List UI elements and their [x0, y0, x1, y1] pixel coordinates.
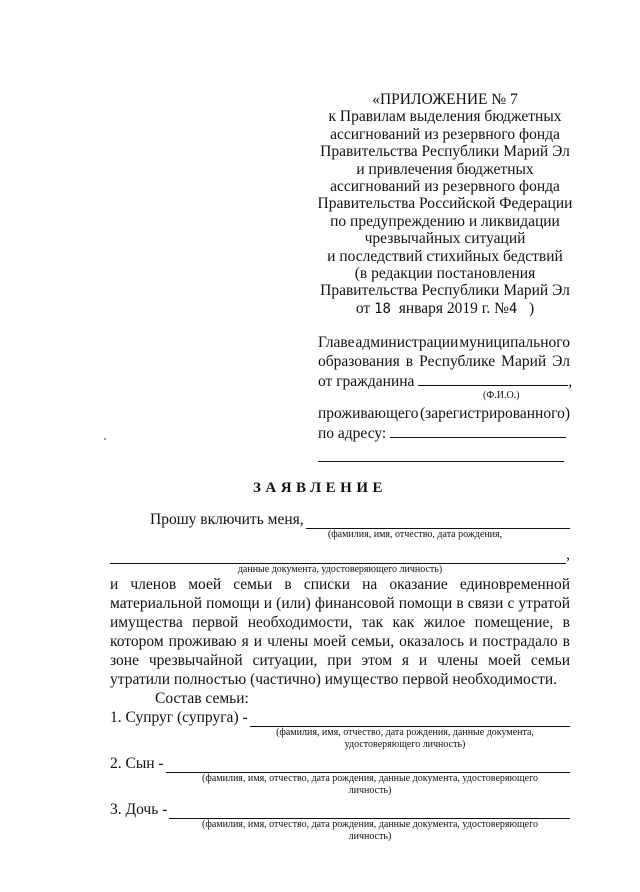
member-label: 3. Дочь - — [110, 801, 168, 818]
request-line — [110, 510, 570, 529]
member-caption: (фамилия, имя, отчество, дата рождения, данные документа, удостоверяющего — [202, 773, 538, 784]
date-month-year: января 2019 г. № — [398, 299, 509, 317]
member-caption: личность) — [348, 784, 392, 796]
request-paragraph: и членов моей семьи в списки на оказание единовременной материальной помощи и (или) финансовой помощи в связи с утратой имущества первой необходимости, так как жилое помещение, в котором проживаю я и члены моей семьи, оказалось и пострадало в зоне чрезвычайной ситуации, при этом я и члены моей семьи утратили полностью (частично) имущество первой необходимости. — [110, 576, 570, 688]
address-field-continued[interactable] — [318, 445, 564, 462]
applicant-doc-line — [110, 545, 570, 564]
family-member-son — [110, 754, 570, 773]
request-caption: (фамилия, имя, отчество, дата рождения, — [327, 529, 503, 540]
member-caption: удостоверяющего личность) — [344, 738, 466, 750]
addressee-word: Эл — [552, 353, 570, 370]
appendix-header — [300, 91, 590, 318]
citizen-name-field[interactable] — [418, 371, 568, 386]
appendix-date-line — [300, 300, 590, 318]
family-member-daughter — [110, 800, 570, 819]
appendix-line: ассигнований из резервного фонда — [330, 125, 560, 143]
addressee-word: муниципального — [459, 334, 570, 351]
appendix-line: к Правилам выделения бюджетных — [328, 108, 562, 126]
member-label: 2. Сын - — [110, 755, 164, 772]
addressee-block — [318, 333, 573, 462]
member-label: 1. Супруг (супруга) - — [110, 709, 248, 726]
addressee-line-2 — [318, 352, 570, 371]
address-label: по адресу: — [318, 425, 387, 442]
from-citizen-label: от гражданина — [318, 373, 415, 390]
residence-line — [318, 404, 570, 423]
addressee-word: Республике — [419, 353, 496, 370]
scan-dot — [104, 438, 106, 440]
citizen-comma: , — [568, 373, 573, 390]
member-caption: личность) — [348, 830, 392, 842]
date-day: 18 — [374, 300, 391, 317]
address-field[interactable] — [390, 423, 566, 438]
appendix-line: Правительства Российской Федерации — [317, 195, 573, 213]
appendix-line: (в редакции постановления — [354, 265, 536, 283]
fio-caption: (Ф.И.О.) — [483, 390, 520, 401]
appendix-line: Правительства Республики Марий Эл — [320, 282, 570, 300]
appendix-line: ассигнований из резервного фонда — [330, 178, 560, 196]
addressee-line-1 — [318, 333, 570, 352]
residence-word: проживающего — [318, 405, 419, 422]
address-line — [318, 423, 570, 443]
spouse-field[interactable] — [250, 712, 570, 727]
family-member-spouse — [110, 708, 570, 727]
addressee-word: Главе — [318, 334, 355, 351]
member-caption: (фамилия, имя, отчество, дата рождения, данные документа, удостоверяющего — [202, 819, 538, 830]
residence-word: (зарегистрированного) — [419, 405, 570, 422]
appendix-line: по предупреждению и ликвидации — [330, 212, 560, 230]
appendix-line: и последствий стихийных бедствий — [327, 247, 563, 265]
date-number: 4 — [508, 300, 518, 317]
application-body — [110, 510, 570, 842]
doc-caption: данные документа, удостоверяющего личность) — [237, 563, 443, 575]
document-title: ЗАЯВЛЕНИЕ — [252, 480, 388, 496]
request-label: Прошу включить меня, — [150, 511, 304, 528]
daughter-field[interactable] — [169, 804, 570, 819]
addressee-word: в — [405, 353, 414, 370]
date-prefix: от — [355, 299, 371, 317]
appendix-line: чрезвычайных ситуаций — [364, 230, 526, 248]
applicant-name-field[interactable] — [306, 514, 570, 529]
date-suffix: ) — [528, 299, 535, 317]
addressee-word: администрации — [355, 334, 459, 351]
son-field[interactable] — [166, 758, 570, 773]
applicant-doc-comma: , — [566, 545, 570, 563]
addressee-word: Марий — [501, 353, 547, 370]
appendix-line: «ПРИЛОЖЕНИЕ № 7 — [372, 91, 518, 108]
citizen-line — [318, 371, 573, 391]
appendix-line: Правительства Республики Марий Эл — [320, 143, 570, 161]
applicant-doc-field[interactable] — [110, 549, 566, 564]
appendix-line: и привлечения бюджетных — [356, 160, 534, 178]
member-caption: (фамилия, имя, отчество, дата рождения, данные документа, — [276, 727, 534, 738]
family-heading: Состав семьи: — [155, 690, 249, 707]
addressee-word: образования — [318, 353, 400, 370]
